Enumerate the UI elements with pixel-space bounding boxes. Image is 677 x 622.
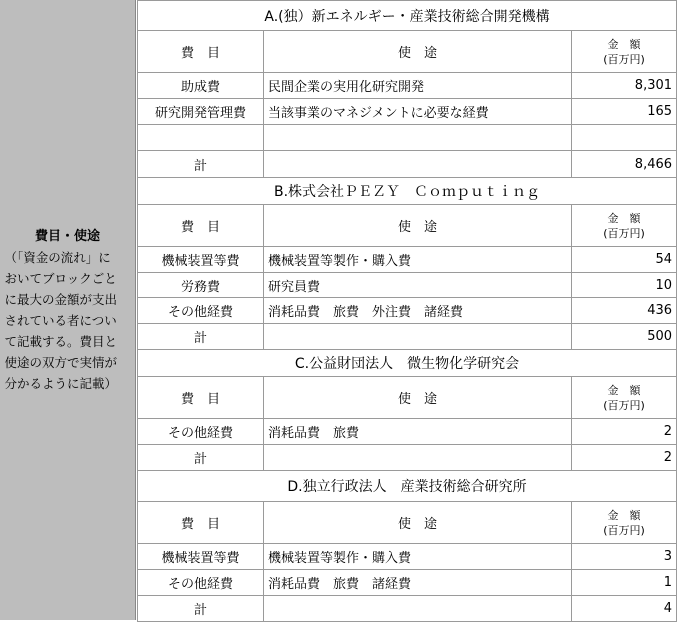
expense-amount: 165 (572, 99, 677, 125)
header-amount-unit: (百万円) (603, 226, 645, 240)
total-label: 計 (138, 324, 264, 350)
total-amount: 8,466 (572, 151, 677, 178)
expense-amount: 10 (572, 273, 677, 298)
total-use (264, 324, 572, 350)
header-amount (572, 31, 677, 73)
expense-item: 助成費 (138, 73, 264, 99)
header-amount-unit: (百万円) (603, 398, 645, 412)
total-row (138, 596, 677, 622)
header-amount (572, 502, 677, 544)
total-label: 計 (138, 596, 264, 622)
header-use: 使 途 (264, 31, 572, 73)
total-amount: 2 (572, 445, 677, 471)
header-use: 使 途 (264, 377, 572, 419)
section-title: D.独立行政法人 産業技術総合研究所 (138, 471, 677, 502)
expense-use: 消耗品費 旅費 外注費 諸経費 (264, 298, 572, 324)
expense-use: 当該事業のマネジメントに必要な経費 (264, 99, 572, 125)
table-row (138, 570, 677, 596)
header-amount-label: 金 額 (607, 383, 641, 397)
table-row (138, 125, 677, 151)
expense-amount: 54 (572, 247, 677, 273)
expense-use: 機械装置等製作・購入費 (264, 544, 572, 570)
table-row (138, 247, 677, 273)
expense-item: 機械装置等費 (138, 247, 264, 273)
table-row (138, 273, 677, 298)
table-row (138, 544, 677, 570)
total-amount: 500 (572, 324, 677, 350)
section-title-row (138, 471, 677, 502)
expense-item: その他経費 (138, 298, 264, 324)
expense-amount: 2 (572, 419, 677, 445)
header-amount-unit: (百万円) (603, 52, 645, 66)
expense-item: 機械装置等費 (138, 544, 264, 570)
expense-amount: 1 (572, 570, 677, 596)
expense-use: 機械装置等製作・購入費 (264, 247, 572, 273)
section-title-row (138, 178, 677, 205)
expense-item: 労務費 (138, 273, 264, 298)
header-amount-unit: (百万円) (603, 523, 645, 537)
expense-item: 研究開発管理費 (138, 99, 264, 125)
expense-tables (137, 0, 677, 622)
table-row (138, 298, 677, 324)
header-item: 費 目 (138, 31, 264, 73)
side-label-panel (0, 0, 136, 620)
total-use (264, 151, 572, 178)
header-amount-label: 金 額 (607, 211, 641, 225)
expense-use: 研究員費 (264, 273, 572, 298)
header-amount-label: 金 額 (607, 508, 641, 522)
section-title-row (138, 1, 677, 31)
expense-amount (572, 125, 677, 151)
expense-use: 民間企業の実用化研究開発 (264, 73, 572, 99)
total-label: 計 (138, 445, 264, 471)
total-use (264, 445, 572, 471)
side-title: 費目・使途 (34, 228, 100, 244)
section-title: B.株式会社ＰＥＺＹ Ｃｏｍｐｕｔｉｎｇ (138, 178, 677, 205)
column-header-row (138, 205, 677, 247)
side-note: （「資金の流れ」に おいてブロックごと に最大の金額が支出 されている者につい て記載する。費目と 使途の双方で実情が 分かるように記載） (4, 249, 118, 391)
expense-use: 消耗品費 旅費 諸経費 (264, 570, 572, 596)
total-amount: 4 (572, 596, 677, 622)
section-title: A.(独）新エネルギー・産業技術総合開発機構 (138, 1, 677, 31)
header-amount-label: 金 額 (607, 37, 641, 51)
table-row (138, 419, 677, 445)
header-use: 使 途 (264, 502, 572, 544)
total-row (138, 324, 677, 350)
expense-item: その他経費 (138, 570, 264, 596)
column-header-row (138, 502, 677, 544)
total-row (138, 445, 677, 471)
expense-use (264, 125, 572, 151)
total-use (264, 596, 572, 622)
expense-use: 消耗品費 旅費 (264, 419, 572, 445)
column-header-row (138, 377, 677, 419)
header-amount (572, 205, 677, 247)
total-row (138, 151, 677, 178)
table-row (138, 73, 677, 99)
header-item: 費 目 (138, 377, 264, 419)
expense-amount: 3 (572, 544, 677, 570)
expense-amount: 436 (572, 298, 677, 324)
expense-item: その他経費 (138, 419, 264, 445)
header-item: 費 目 (138, 205, 264, 247)
expense-item (138, 125, 264, 151)
column-header-row (138, 31, 677, 73)
header-amount (572, 377, 677, 419)
total-label: 計 (138, 151, 264, 178)
header-use: 使 途 (264, 205, 572, 247)
expense-table (137, 0, 677, 622)
section-title-row (138, 350, 677, 377)
table-row (138, 99, 677, 125)
header-item: 費 目 (138, 502, 264, 544)
expense-amount: 8,301 (572, 73, 677, 99)
section-title: C.公益財団法人 微生物化学研究会 (138, 350, 677, 377)
